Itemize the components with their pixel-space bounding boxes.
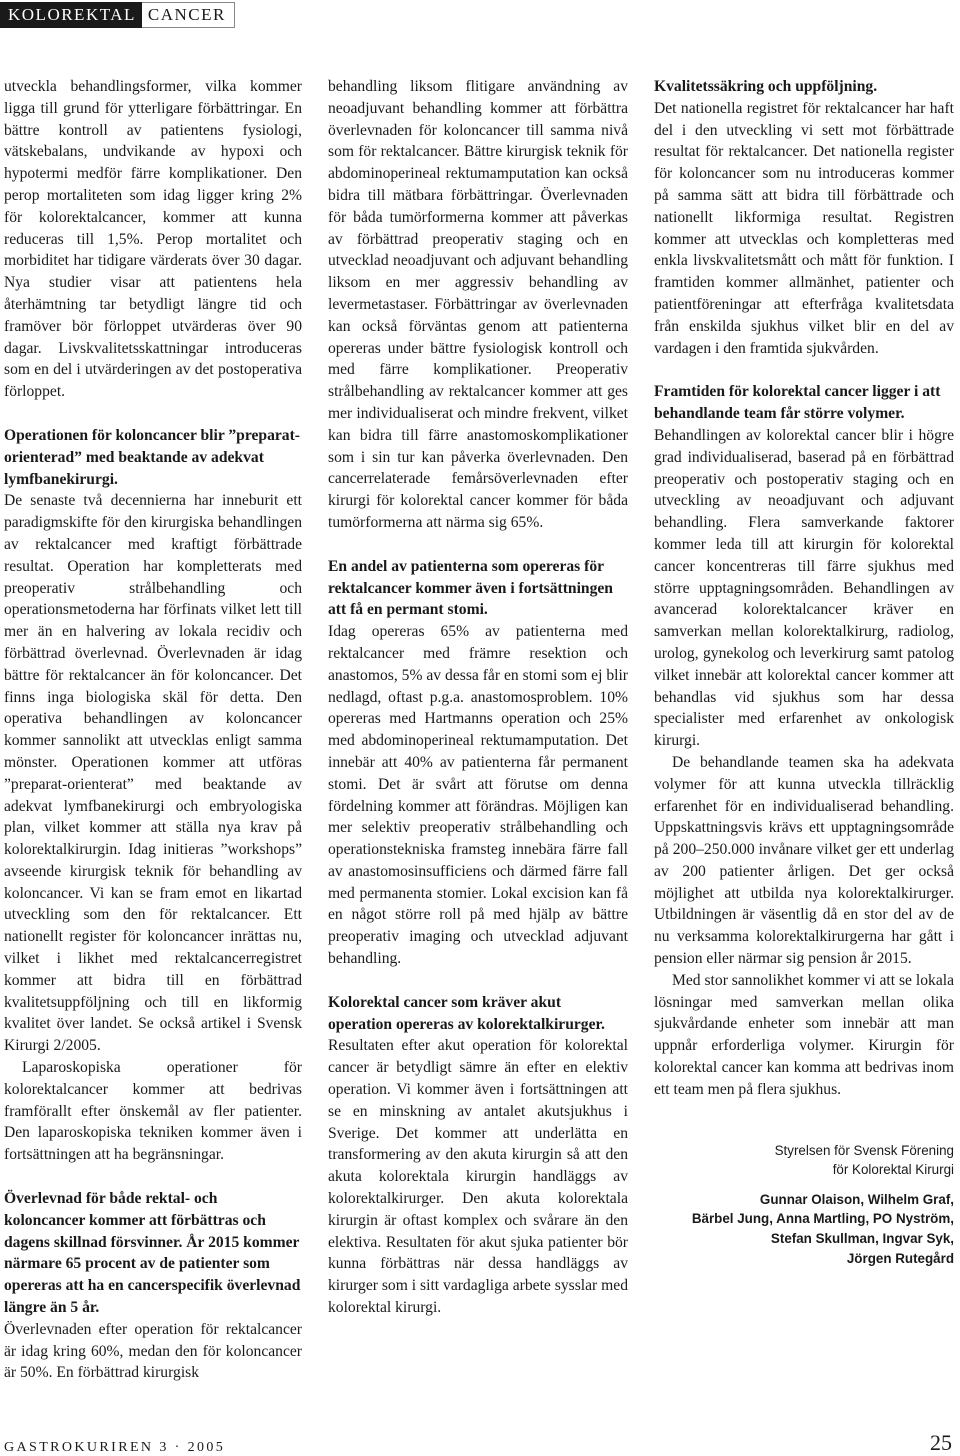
- paragraph: Resultaten efter akut operation för kolorektal cancer är betydligt sämre än efter en elektiv operation. Vi kommer även i fortsättningen att se en minskning av antalet akutsjukhus i Sverige. Det kommer att underlätta en transformering av den akuta kirurgin så att den akuta kolorektala kirurgin handläggs av kolorektalkirurger. Den akuta kolorektala kirurgin är oftast komplex och svårare än den elektiva. Resultaten för akut sjuka patienter bör kunna förbättras när dessa handläggs av kirurger som i sitt vardagliga arbete sysslar med kolorektal kirurgi.: [328, 1037, 628, 1317]
- column-2: [328, 76, 628, 1319]
- subheading-overlevnad: Överlevnad för både rektal- och koloncancer kommer att förbättras och dagens skillnad försvinner. År 2015 kommer närmare 65 procent av de patienter som opereras att ha en cancerspecifik överlevnad längre än 5 år.: [4, 1190, 301, 1317]
- spacer: [328, 970, 628, 992]
- section-tag-cancer: CANCER: [142, 2, 235, 28]
- spacer: [4, 1166, 302, 1188]
- subheading-permanent-stomi: En andel av patienterna som opereras för rektalcancer kommer även i fortsättningen att få en permant stomi.: [328, 557, 613, 619]
- subheading-koloncancer-preparat: Operationen för koloncancer blir ”preparat-orienterad” med beaktande av adekvat lymfbanekirurgi.: [4, 426, 300, 488]
- signature-organization: [654, 1141, 954, 1180]
- signature-name-line: Bärbel Jung, Anna Martling, PO Nyström,: [691, 1211, 954, 1227]
- spacer: [4, 403, 302, 425]
- spacer: [328, 534, 628, 556]
- paragraph: Behandlingen av kolorektal cancer blir i högre grad individualiserad, baserad på en förbättrad preoperativ och postoperativ staging och en utveckling av neoadjuvant och adjuvant behandling. Flera samverkande faktorer kommer leda till att kirurgin för kolorektal cancer koncentreras till färre sjukhus med större upptagningsområden. Behandlingen av avancerad kolorektalcancer kräver en samverkan mellan kolorektalkirurg, radiolog, urolog, gynekolog och leverkirurg samt patolog vilket innebär att kolorektal cancer kommer att behandlas vid sjukhus som har dessa specialister med erfarenhet av onkologisk kirurgi.: [654, 426, 954, 750]
- signature-org-line: Styrelsen för Svensk Förening: [774, 1142, 954, 1158]
- paragraph: utveckla behandlingsformer, vilka kommer ligga till grund för ytterligare förbättringar. En bättre kontroll av patientens fysiologi, vätskebalans, undvikande av hypoxi och hypotermi medför färre komplikationer. Den perop mortaliteten som idag ligger kring 2% för kolorektalcancer, kommer att kunna reduceras till 1,5%. Perop mortalitet och morbiditet har tidigare värderats över 30 dagar. Nya studier visar att patientens hela återhämtning tar betydligt längre tid och framöver bör förloppet utvärderas över 90 dagar. Livskvalitetsskattningar introduceras som en del i utvärderingen av det postoperativa förloppet.: [4, 78, 302, 401]
- column-3: [654, 76, 954, 1268]
- subheading-framtiden-team: Framtiden för kolorektal cancer ligger i att behandlande team får större volymer.: [654, 383, 941, 423]
- article-body: [0, 76, 960, 1406]
- journal-issue: GASTROKURIREN 3 · 2005: [4, 1440, 226, 1455]
- signature-name-line: Jörgen Rutegård: [846, 1250, 954, 1266]
- paragraph: Det nationella registret för rektalcancer har haft del i den utveckling vi sett mot förbättrade resultat för rektalcancer. Det nationella register för koloncancer som nu introduceras kommer på samma sätt att bidra till förbättrade och nationellt likformiga resultat. Registren kommer att utvecklas och kompletteras med enkla livskvalitetsmått och mått för funktion. I framtiden kommer allmänhet, patienter och patientföreningar att efterfråga kvalitetsdata från enskilda sjukhus vilket blir en del av vardagen i den framtida sjukvården.: [654, 99, 954, 357]
- signature-org-line: för Kolorektal Kirurgi: [832, 1162, 954, 1178]
- paragraph: Idag opereras 65% av patienterna med rektalcancer med främre resektion och anastomos, 5% av dessa får en stomi som ej blir nedlagd, oftast p.g.a. anastomosproblem. 10% opereras med Hartmanns operation och 25% med abdominoperineal rektumamputation. Det innebär att 40% av patienterna får permanent stomi. Det är svårt att förutse om denna fördelning kommer att förändras. Möjligen kan mer selektiv preoperativ strålbehandling och operationstekniska framsteg innebära färre fall av anastomosinsufficiens och därmed färre fall med permanenta stomier. Lokal excision kan få en något större roll på med hjälp av bättre preoperativ imaging och utvecklad adjuvant behandling.: [328, 623, 628, 968]
- paragraph: behandling liksom flitigare användning av neoadjuvant behandling kommer att förbättra överlevnaden för koloncancer till samma nivå som för rektalcancer. Bättre kirurgisk teknik för abdominoperineal rektumamputation kan också bidra till mätbara förbättringar. Överlevnaden för båda tumörformerna kommer att påverkas av förbättrad preoperativ staging och en utvecklad neoadjuvant och adjuvant behandling liksom en mer aggressiv behandling av levermetastaser. Förbättringar av överlevnaden kan också förväntas genom att patienterna opereras under bättre fysiologisk kontroll och med färre komplikationer. Preoperativ strålbehandling av rektalcancer kommer att ges mer individualiserat och mindre frekvent, vilket kan bidra till färre anastomoskomplikationer som i sin tur kan påverka överlevnaden. Den cancerrelaterade femårsöverlevnaden efter kirurgi för kolorektal cancer kommer för båda tumörformerna att närma sig 65%.: [328, 78, 628, 531]
- page-footer: [4, 1428, 952, 1456]
- author-signature: [654, 1141, 954, 1269]
- signature-name-line: Stefan Skullman, Ingvar Syk,: [770, 1231, 954, 1247]
- paragraph: Överlevnaden efter operation för rektalcancer är idag kring 60%, medan den för koloncancer är 50%. En förbättrad kirurgisk: [4, 1320, 302, 1382]
- paragraph: De senaste två decennierna har inneburit ett paradigmskifte för den kirurgiska behandlingen av rektalcancer med kraftigt förbättrade resultat. Operation har kompletterats med preoperativ strålbehandling och operationsmetoderna har förfinats vilket lett till mer än en halvering av lokala recidiv och förbättrad överlevnad. Överlevnaden är idag bättre för rektalcancer än för koloncancer. Det finns inga biologiska skäl för detta. Den operativa behandlingen av koloncancer kommer sannolikt att utvecklas enligt samma mönster. Operationen kommer att utföras ”preparat-orienterat” med beaktande av adekvat lymfbanekirurgi och embryologiska plan, vilket kommer att ställa nya krav på kolorektalkirurgin. Idag initieras ”workshops” avseende kirurgisk teknik för behandling av koloncancer. Vi kan se fram emot en likartad utveckling som den för rektalcancer. Ett nationellt register för koloncancer inrättas nu, vilket i likhet med rektalcancerregistret kommer att bidra till en förbättrad kvalitetsuppföljning och till en likformig kvalitet över landet. Se också artikel i Svensk Kirurgi 2/2005.: [4, 492, 302, 1055]
- signature-names: [654, 1190, 954, 1268]
- subheading-akut-operation: Kolorektal cancer som kräver akut operation opereras av kolorektalkirurger.: [328, 993, 605, 1033]
- paragraph: Laparoskopiska operationer för kolorektalcancer kommer att bedrivas framförallt efter önskemål av fler patienter. Den laparoskopiska tekniken kommer även i fortsättningen att ha begränsningar.: [4, 1059, 302, 1164]
- section-header: [0, 0, 960, 30]
- signature-name-line: Gunnar Olaison, Wilhelm Graf,: [759, 1191, 954, 1207]
- paragraph: Med stor sannolikhet kommer vi att se lokala lösningar med samverkan mellan olika sjukvårdande enheter som innebär att man uppnår erforderliga volymer. Kirurgin för kolorektal cancer kan komma att bedrivas inom ett team men på flera sjukhus.: [654, 971, 954, 1098]
- subheading-kvalitetssakring: Kvalitetssäkring och uppföljning.: [654, 78, 878, 95]
- section-tag-kolorektal: KOLOREKTAL: [0, 2, 142, 28]
- column-1: [4, 76, 302, 1384]
- spacer: [654, 359, 954, 381]
- paragraph: De behandlande teamen ska ha adekvata volymer för att kunna utveckla tillräcklig erfarenhet för en individualiserad behandling. Uppskattningsvis krävs ett upptagningsområde på 200–250.000 invånare vilket ger ett underlag av 200 patienter årligen. Det ger också möjlighet att utbilda nya kolorektalkirurger. Utbildningen är väsentlig då en stor del av de nu verksamma kolorektalkirurgerna har gått i pension eller närmar sig pension år 2015.: [654, 753, 954, 968]
- page-number: 25: [930, 1430, 952, 1455]
